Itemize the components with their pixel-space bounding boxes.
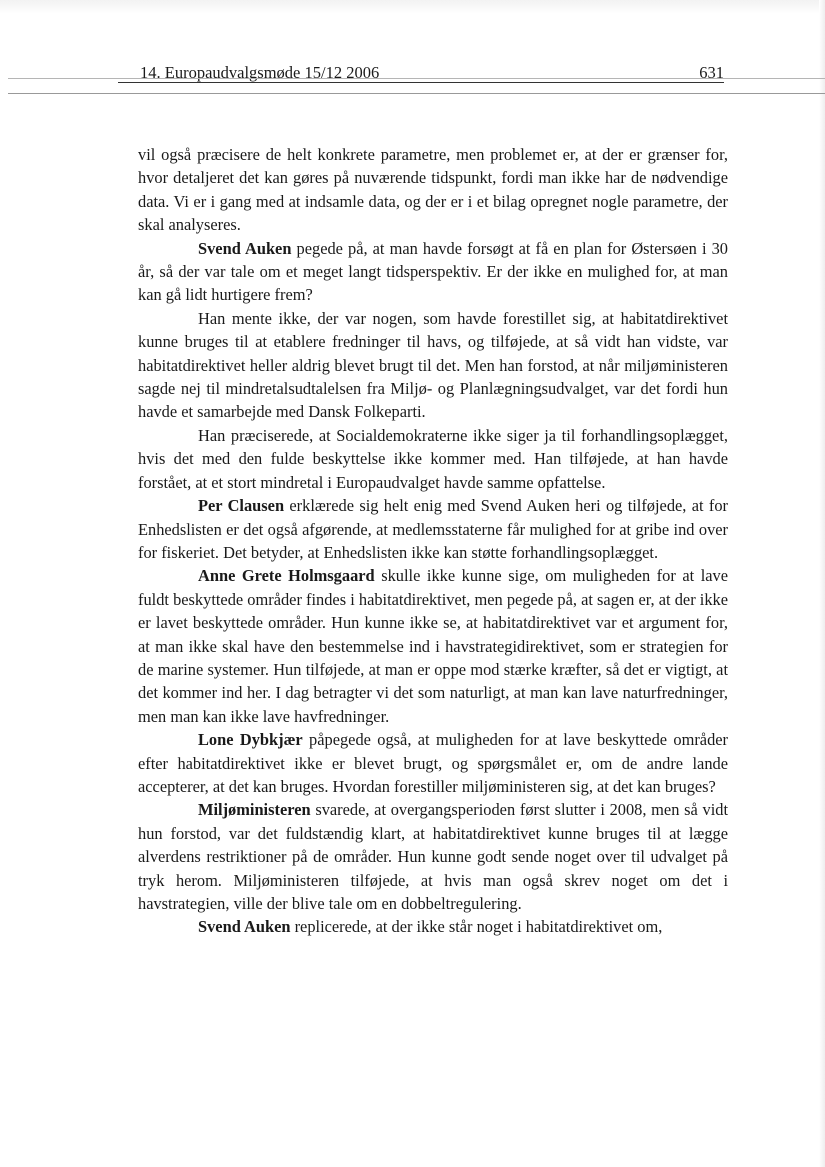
header-rule-top <box>8 78 825 79</box>
speaker-name: Svend Auken <box>198 238 292 258</box>
page-number: 631 <box>699 63 724 82</box>
header-title: 14. Europaudvalgsmøde 15/12 2006 <box>140 63 380 82</box>
speaker-name: Miljøministeren <box>198 800 311 820</box>
header-underline <box>118 82 724 83</box>
scan-shadow-right <box>819 0 825 1167</box>
paragraph-5 <box>138 494 728 564</box>
paragraph-text: pegede på, at man havde forsøgt at få en plan for Østersøen i 30 år, så der var tale om et meget langt tidsperspektiv. Er der ikke en mulighed for, at man kan gå lidt hurtigere frem? <box>138 238 728 305</box>
paragraph-6 <box>138 564 728 728</box>
speaker-name: Anne Grete Holmsgaard <box>198 566 375 586</box>
paragraph-text: svarede, at overgangsperioden først slutter i 2008, men så vidt hun forstod, var det fuldstændig klart, at habitatdirektivet kunne bruges til at lægge alverdens restriktioner på de områder. Hun kunne godt sende noget over til udvalget på tryk herom. Miljøministeren tilføjede, at hvis man også skrev noget om det i havstrategien, ville der blive tale om en dobbeltregulering. <box>138 800 728 913</box>
paragraph-7 <box>138 728 728 798</box>
scan-shadow-top <box>0 0 825 14</box>
paragraph-text: vil også præcisere de helt konkrete parametre, men problemet er, at der er grænser for, hvor detaljeret det kan gøres på nuværende tidspunkt, fordi man ikke har de nødvendige data. Vi er i gang med at indsamle data, og der er i et bilag opregnet nogle parametre, der skal analyseres. <box>138 145 728 235</box>
paragraph-text: skulle ikke kunne sige, om muligheden for at lave fuldt beskyttede områder findes i habitatdirektivet, men pegede på, at sagen er, at der ikke er lavet beskyttede områder. Hun kunne ikke se, at habitatdirektivet var et argument for, at man ikke skal have den bestemmelse ind i havstrategidirektivet, som er strategien for de marine systemer. Hun tilføjede, at man er oppe mod stærke kræfter, så det er vigtigt, at det kommer ind her. I dag betragter vi det som naturligt, at man kan lave naturfredninger, men man kan ikke lave havfredninger. <box>138 566 728 726</box>
speaker-name: Per Clausen <box>198 496 285 516</box>
paragraph-text: erklærede sig helt enig med Svend Auken heri og tilføjede, at for Enhedslisten er det også afgørende, at medlemsstaterne får mulighed for at gribe ind over for fiskeriet. Det betyder, at Enhedslisten ikke kan støtte forhandlingsoplægget. <box>138 496 728 562</box>
body-text <box>138 143 728 939</box>
paragraph-4 <box>138 424 728 494</box>
paragraph-text: påpegede også, at muligheden for at lave beskyttede områder efter habitatdirektivet ikke er blevet brugt, og spørgsmålet er, om de andre lande accepterer, at det kan bruges. Hvordan forestiller miljøministeren sig, at det kan bruges? <box>138 730 728 796</box>
paragraph-9 <box>138 915 728 938</box>
speaker-name: Lone Dybkjær <box>198 730 303 750</box>
paragraph-text: Han mente ikke, der var nogen, som havde forestillet sig, at habitatdirektivet kunne bruges til at etablere fredninger til havs, og tilføjede, at så vidt han vidste, var habitatdirektivet heller aldrig blevet brugt til det. Men han forstod, at når miljøministeren sagde nej til mindretalsudtalelsen fra Miljø- og Planlægningsudvalget, var det fordi hun havde et samarbejde med Dansk Folkeparti. <box>138 308 728 422</box>
paragraph-text: replicerede, at der ikke står noget i habitatdirektivet om, <box>290 917 663 937</box>
paragraph-8 <box>138 798 728 915</box>
paragraph-1 <box>138 143 728 237</box>
paragraph-2 <box>138 237 728 307</box>
paragraph-3 <box>138 307 728 424</box>
header-rule-bottom <box>8 93 825 94</box>
paragraph-text: Han præciserede, at Socialdemokraterne ikke siger ja til forhandlingsoplægget, hvis det med den fulde beskyttelse ikke kommer med. Han tilføjede, at han havde forstået, at et stort mindretal i Europaudvalget havde samme opfattelse. <box>138 425 728 492</box>
speaker-name: Svend Auken <box>198 917 291 937</box>
